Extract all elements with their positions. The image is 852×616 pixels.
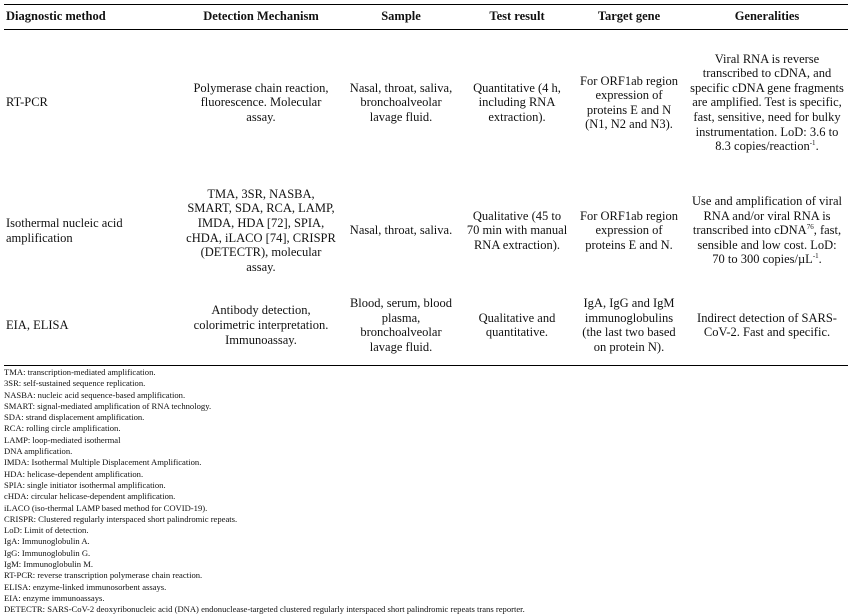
header-target-gene: Target gene [572,5,686,30]
header-generalities: Generalities [686,5,848,30]
cell-sample: Nasal, throat, saliva. [349,223,453,238]
superscript: -1 [812,252,819,261]
footnote: RT-PCR: reverse transcription polymerase chain reaction. [4,570,203,581]
footnote: ELISA: enzyme-linked immunosorbent assays. [4,581,167,592]
footnote: LAMP: loop-mediated isothermal [4,434,121,445]
footnote: NASBA: nucleic acid sequence-based amplification. [4,389,186,400]
generalities-end: . [815,139,819,154]
footnote: IMDA: Isothermal Multiple Displacement Amplification. [4,457,202,468]
footnotes [4,367,848,616]
footnote: TMA: transcription-mediated amplification. [4,367,156,377]
generalities-text: Viral RNA is reverse transcribed to cDNA, and specific cDNA gene fragments are amplified. Test is specific, fast, sensitive, need for bulky instrumentation. LoD: 3.6 to 8.3 copies/reaction [690,51,844,154]
footnote: HDA: helicase-dependent amplification. [4,468,144,479]
cell-sample: Nasal, throat, saliva, bronchoalveolar lavage fluid. [349,80,453,125]
footnote: SPIA: single initiator isothermal amplification. [4,479,166,490]
footnote: IgM: Immunoglobulin M. [4,559,94,570]
table-row [4,286,848,366]
footnote: iLACO (iso-thermal LAMP based method for COVID-19). [4,502,208,513]
cell-method: EIA, ELISA [4,286,182,366]
table-row [4,30,848,176]
cell-gene: For ORF1ab region expression of proteins E and N (N1, N2 and N3). [580,73,678,132]
generalities-end: . [818,252,822,267]
header-sample: Sample [340,5,462,30]
footnote: IgA: Immunoglobulin A. [4,536,90,547]
footnote: DETECTR: SARS-CoV-2 deoxyribonucleic acid (DNA) endonuclease-targeted clustered regularly interspaced short palindromic repeats trans reporter. [4,604,525,615]
header-test-result: Test result [462,5,572,30]
footnote: LoD: Limit of detection. [4,525,89,536]
cell-method: Isothermal nucleic acid amplification [6,215,123,245]
footnote: 3SR: self-sustained sequence replication. [4,378,146,389]
cell-generalities [686,176,848,286]
footnote: RCA: rolling circle amplification. [4,423,121,434]
generalities-text: , fast, sensible and low cost. LoD: 70 to 300 copies/µL [697,223,842,267]
table-header-row [4,5,848,30]
cell-method: RT-PCR [6,95,48,110]
footnote: SDA: strand displacement amplification. [4,412,145,423]
table-row [4,176,848,286]
cell-mechanism: Antibody detection, colorimetric interpretation. Immunoassay. [182,286,340,366]
superscript: -1 [809,139,816,148]
footnote: cHDA: circular helicase-dependent amplification. [4,491,176,502]
footnote: IgG: Immunoglobulin G. [4,547,91,558]
generalities-text: Use and amplification of viral RNA and/or viral RNA is transcribed into cDNA [692,194,842,238]
cell-generalities [686,30,848,176]
cell-result: Qualitative and quantitative. [462,286,572,366]
footnote: EIA: enzyme immunoassays. [4,592,105,603]
footnote: CRISPR: Clustered regularly interspaced short palindromic repeats. [4,513,238,524]
cell-result: Quantitative (4 h, including RNA extraction). [473,80,561,125]
header-detection-mechanism: Detection Mechanism [182,5,340,30]
footnote: SMART: signal-mediated amplification of RNA technology. [4,400,212,411]
cell-gene: For ORF1ab region expression of proteins E and N. [580,208,678,252]
cell-mechanism: Polymerase chain reaction, fluorescence. Molecular assay. [193,80,329,125]
cell-result: Qualitative (45 to 70 min with manual RNA extraction). [466,208,568,252]
cell-sample: Blood, serum, blood plasma, bronchoalveolar lavage fluid. [340,286,462,366]
footnote: DNA amplification. [4,446,73,457]
header-diagnostic-method: Diagnostic method [4,5,182,30]
diagnostic-methods-table [4,4,848,366]
document-page [4,4,848,616]
cell-mechanism: TMA, 3SR, NASBA, SMART, SDA, RCA, LAMP, IMDA, HDA [72], SPIA, cHDA, iLACO [74], CRISPR (DETECTR), molecular assay. [186,186,336,274]
cell-gene: IgA, IgG and IgM immunoglobulins (the last two based on protein N). [572,286,686,366]
cell-generalities: Indirect detection of SARS-CoV-2. Fast and specific. [686,286,848,366]
superscript: 76 [806,223,814,232]
